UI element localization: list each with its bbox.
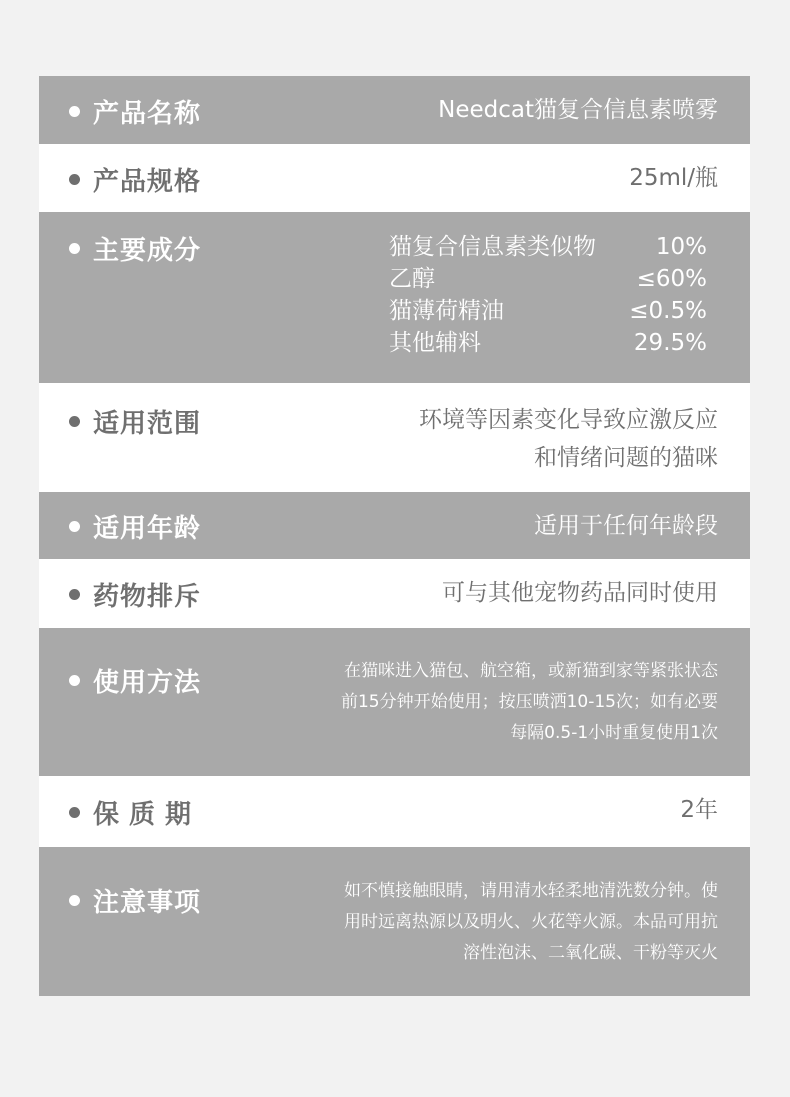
row-applicable-age <box>39 492 750 559</box>
row-precautions <box>39 847 750 996</box>
bullet-icon <box>69 174 80 185</box>
label-text: 适用年龄 <box>93 514 202 544</box>
label-text: 药物排斥 <box>93 582 202 612</box>
bullet-icon <box>69 243 80 254</box>
row-label <box>69 93 201 130</box>
bullet-icon <box>69 521 80 532</box>
bullet-icon <box>69 895 80 906</box>
ingredient-name: 乙醇 <box>389 266 435 292</box>
precautions-value <box>344 876 718 969</box>
row-label <box>69 403 201 440</box>
label-text: 产品规格 <box>93 167 202 197</box>
ingredient-amount: 29.5% <box>633 330 707 356</box>
product-name-value: Needcat猫复合信息素喷雾 <box>438 97 718 123</box>
ingredient-name: 猫薄荷精油 <box>389 298 504 324</box>
row-label <box>69 662 201 699</box>
applicable-age-value: 适用于任何年龄段 <box>534 513 718 539</box>
value-line: 溶性泡沫、二氧化碳、干粉等灭火 <box>463 943 718 963</box>
label-text: 主要成分 <box>93 236 202 266</box>
row-label <box>69 230 201 267</box>
bullet-icon <box>69 807 80 818</box>
ingredient-item <box>389 263 707 295</box>
row-ingredients <box>39 212 750 383</box>
label-text: 注意事项 <box>93 888 202 918</box>
value-line: 用时远离热源以及明火、火花等火源。本品可用抗 <box>344 912 718 932</box>
product-spec-table <box>39 76 750 996</box>
ingredient-amount: 10% <box>655 234 707 260</box>
row-drug-exclusion <box>39 559 750 628</box>
label-text: 使用方法 <box>93 668 202 698</box>
value-line: 在猫咪进入猫包、航空箱，或新猫到家等紧张状态 <box>344 661 718 681</box>
bullet-icon <box>69 106 80 117</box>
value-line: 如不慎接触眼睛，请用清水轻柔地清洗数分钟。使 <box>344 881 718 901</box>
row-label <box>69 161 201 198</box>
bullet-icon <box>69 675 80 686</box>
row-usage <box>39 628 750 776</box>
row-product-spec <box>39 144 750 212</box>
row-shelf-life <box>39 776 750 847</box>
ingredient-item <box>389 295 707 327</box>
bullet-icon <box>69 416 80 427</box>
drug-exclusion-value: 可与其他宠物药品同时使用 <box>442 580 718 606</box>
ingredient-amount: ≤60% <box>636 266 707 292</box>
row-label <box>69 882 201 919</box>
application-scope-value <box>419 401 718 477</box>
row-label <box>69 576 201 613</box>
bullet-icon <box>69 589 80 600</box>
row-product-name <box>39 76 750 144</box>
row-application-scope <box>39 383 750 492</box>
value-line: 前15分钟开始使用；按压喷洒10-15次；如有必要 <box>340 692 718 712</box>
ingredient-item <box>389 327 707 359</box>
row-label <box>69 508 201 545</box>
shelf-life-value: 2年 <box>680 797 718 823</box>
value-line: 每隔0.5-1小时重复使用1次 <box>510 723 718 743</box>
ingredient-name: 其他辅料 <box>389 330 481 356</box>
ingredient-amount: ≤0.5% <box>629 298 707 324</box>
value-line: 环境等因素变化导致应激反应 <box>419 407 718 433</box>
value-line: 和情绪问题的猫咪 <box>534 445 718 471</box>
usage-value <box>341 656 718 749</box>
row-label <box>69 794 201 831</box>
ingredients-list <box>389 231 707 359</box>
product-spec-value: 25ml/瓶 <box>629 165 718 191</box>
ingredient-name: 猫复合信息素类似物 <box>389 234 596 260</box>
ingredient-item <box>389 231 707 263</box>
label-text: 适用范围 <box>93 409 202 439</box>
label-text: 产品名称 <box>93 99 202 129</box>
label-text: 保质期 <box>93 800 202 830</box>
